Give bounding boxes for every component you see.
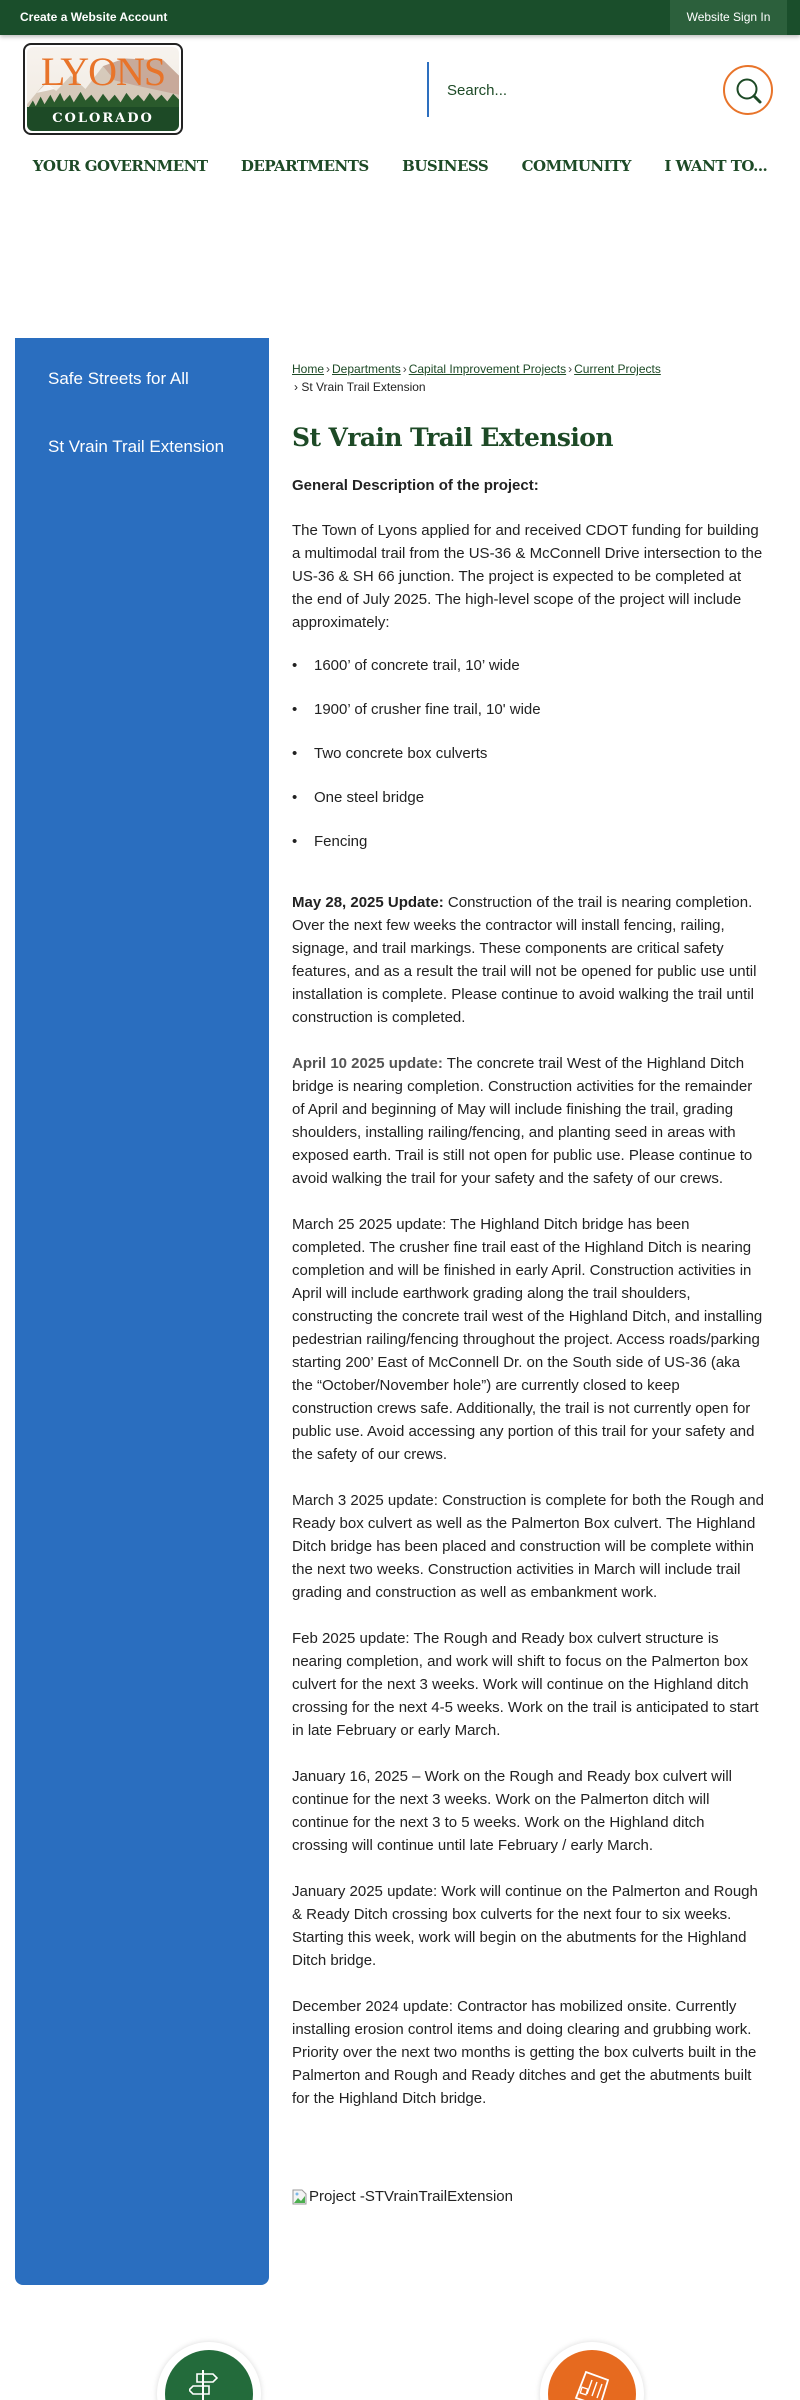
update-text: Construction of the trail is nearing completion. Over the next few weeks the contractor will install fencing, railing, signage, and trail markings. These components are critical safety features, and as a result the trail will not be opened for public use until installation is complete. Please continue to avoid walking the trail until construction is completed. [292, 894, 757, 1026]
scope-item: • Two concrete box culverts [292, 742, 764, 765]
sidebar-navigation [15, 338, 269, 2285]
image-alt-text: Project -STVrainTrailExtension [309, 2188, 513, 2205]
search-button[interactable] [723, 65, 773, 115]
main-navigation [0, 150, 800, 182]
nav-your-government[interactable]: YOUR GOVERNMENT [32, 157, 208, 175]
search-input[interactable] [447, 76, 697, 104]
scope-item: • Fencing [292, 830, 764, 853]
breadcrumb-separator: › [568, 362, 573, 376]
scope-item: • 1900’ of crusher fine trail, 10' wide [292, 698, 764, 721]
breadcrumb-separator: › [326, 362, 331, 376]
breadcrumb [292, 360, 764, 396]
breadcrumb-separator: › [402, 362, 407, 376]
update-april-2025 [292, 1052, 764, 1190]
update-jan-16-2025: January 16, 2025 – Work on the Rough and Ready box culvert will continue for the next 3 weeks. Work on the Palmerton ditch will continue for the next 3 to 5 weeks. Work on the Highland ditch crossing will continue until late February / early March. [292, 1768, 732, 1854]
nav-departments[interactable]: DEPARTMENTS [240, 157, 369, 175]
footer-link-news[interactable] [540, 2342, 644, 2400]
general-description-heading: General Description of the project: [292, 477, 539, 494]
scope-list [292, 654, 764, 853]
sign-in-button[interactable]: Website Sign In [670, 0, 787, 35]
site-logo[interactable] [23, 43, 183, 135]
footer-link-trails[interactable] [157, 2342, 261, 2400]
project-image [292, 2185, 764, 2208]
breadcrumb-current-page: › St Vrain Trail Extension [294, 380, 426, 394]
update-label: May 28, 2025 Update: [292, 894, 444, 911]
update-may-2025 [292, 891, 764, 1029]
breadcrumb-current-projects[interactable]: Current Projects [574, 362, 661, 376]
newspaper-icon [572, 2366, 616, 2400]
sidebar-item-st-vrain-trail[interactable]: St Vrain Trail Extension [48, 437, 225, 456]
update-march-3-2025: March 3 2025 update: Construction is complete for both the Rough and Ready box culvert as well as the Palmerton Box culvert. The Highland Ditch bridge has been placed and construction will be complete within the next two weeks. Construction activities in March will include trail grading and construction as well as embankment work. [292, 1492, 764, 1601]
logo-artwork [27, 47, 179, 131]
breadcrumb-home[interactable]: Home [292, 362, 325, 376]
broken-image-icon [292, 2189, 308, 2205]
logo-title: LYONS [40, 49, 166, 94]
sidebar-item-safe-streets[interactable]: Safe Streets for All [48, 369, 189, 388]
scope-item: • One steel bridge [292, 786, 764, 809]
create-account-link[interactable]: Create a Website Account [20, 10, 168, 24]
search-box [427, 62, 727, 117]
update-label: April 10 2025 update: [292, 1055, 443, 1072]
update-dec-2024: December 2024 update: Contractor has mobilized onsite. Currently installing erosion control items and doing clearing and grubbing work. Priority over the next two months is getting the box culverts built in the Palmerton and Rough and Ready ditches and get the abutments built for the Highland Ditch bridge. [292, 1998, 757, 2107]
page-title: St Vrain Trail Extension [292, 423, 613, 452]
update-jan-2025: January 2025 update: Work will continue on the Palmerton and Rough & Ready Ditch crossing box culverts for the next four to six weeks. Starting this week, work will begin on the abutments for the Highland Ditch bridge. [292, 1883, 758, 1969]
utility-bar [0, 0, 800, 35]
breadcrumb-departments[interactable]: Departments [332, 362, 401, 376]
project-intro: The Town of Lyons applied for and received CDOT funding for building a multimodal trail from the US-36 & McConnell Drive intersection to the US-36 & SH 66 junction. The project is expected to be completed at the end of July 2025. The high-level scope of the project will include approximately: [292, 522, 763, 631]
search-icon [735, 77, 763, 105]
scope-item: • 1600’ of concrete trail, 10’ wide [292, 654, 764, 677]
signpost-icon [189, 2366, 229, 2400]
nav-i-want-to[interactable]: I WANT TO... [664, 157, 768, 175]
breadcrumb-capital-improvement[interactable]: Capital Improvement Projects [408, 362, 567, 376]
nav-community[interactable]: COMMUNITY [521, 157, 632, 175]
nav-business[interactable]: BUSINESS [402, 157, 489, 175]
logo-subtitle: COLORADO [27, 107, 179, 131]
update-march-25-2025: March 25 2025 update: The Highland Ditch bridge has been completed. The crusher fine trail east of the Highland Ditch is nearing completion and will be finished in early April. Construction activities in April will include earthwork grading along the trail shoulders, constructing the concrete trail west of the Highland Ditch, and installing pedestrian railing/fencing throughout the project. Access roads/parking starting 200’ East of McConnell Dr. on the South side of US-36 (aka the “October/November hole”) are currently closed to keep construction crews safe. Additionally, the trail is not currently open for public use. Avoid accessing any portion of this trail for your safety and the safety of our crews. [292, 1216, 763, 1463]
update-feb-2025: Feb 2025 update: The Rough and Ready box culvert structure is nearing completion, and work will shift to focus on the Palmerton box culvert for the next 3 weeks. Work will continue on the Highland ditch crossing for the next 4-5 weeks. Work on the trail is anticipated to start in late February or early March. [292, 1630, 759, 1739]
main-content [292, 360, 764, 2208]
update-text: The concrete trail West of the Highland Ditch bridge is nearing completion. Construction activities for the remainder of April and beginning of May will include finishing the trail, grading shoulders, installing railing/fencing, and planting seed in areas with exposed earth. Trail is still not open for public use. Please continue to avoid walking the trail for your safety and the safety of our crews. [292, 1055, 753, 1187]
